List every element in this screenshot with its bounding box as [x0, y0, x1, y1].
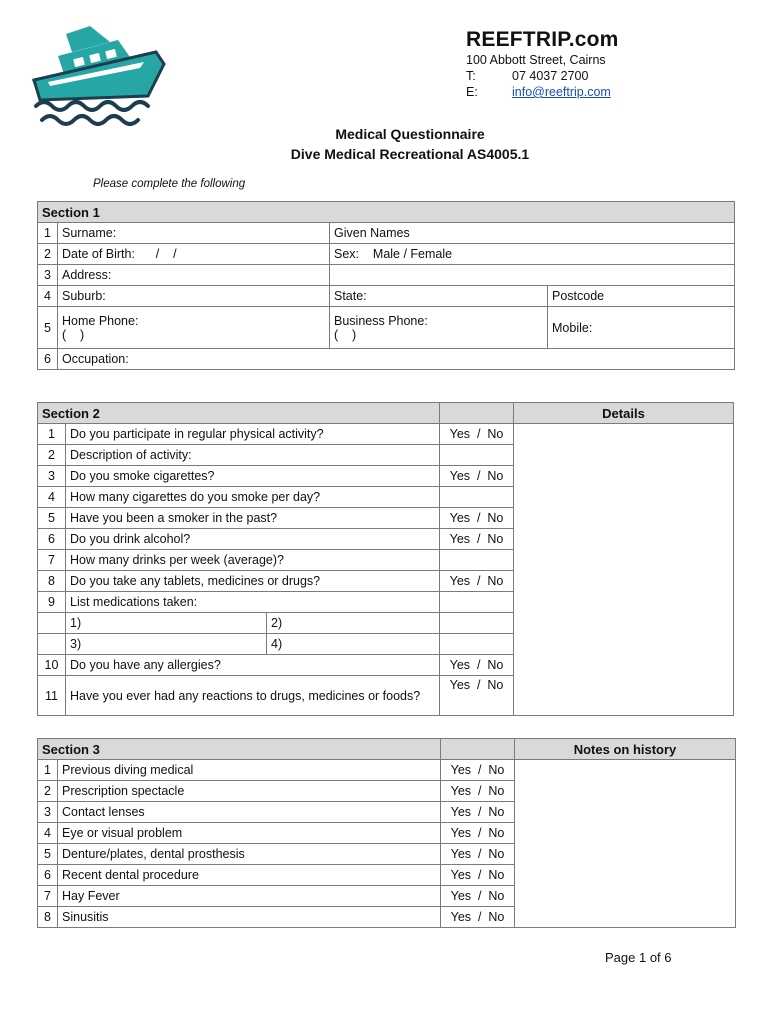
postcode-field[interactable]: Postcode — [548, 286, 735, 307]
company-info — [466, 28, 619, 100]
yes-no-choice[interactable]: Yes / No — [440, 655, 514, 676]
page-number: Page 1 of 6 — [605, 950, 672, 965]
notes-area[interactable] — [515, 760, 736, 928]
question: Have you been a smoker in the past? — [66, 508, 440, 529]
address-continued-field[interactable] — [330, 265, 735, 286]
question: Do you have any allergies? — [66, 655, 440, 676]
row-number: 1 — [38, 424, 66, 445]
yes-no-choice[interactable]: Yes / No — [441, 823, 515, 844]
row-number: 1 — [38, 223, 58, 244]
company-phone: 07 4037 2700 — [512, 69, 589, 83]
medication-field-3[interactable]: 3) — [66, 634, 267, 655]
business-phone-label: Business Phone: — [334, 313, 428, 328]
yes-no-choice[interactable]: Yes / No — [441, 781, 515, 802]
answer-field[interactable] — [440, 445, 514, 466]
surname-field[interactable]: Surname: — [58, 223, 330, 244]
section-1-table — [37, 201, 735, 370]
company-address: 100 Abbott Street, Cairns — [466, 53, 606, 67]
row-number: 7 — [38, 550, 66, 571]
row-number: 6 — [38, 349, 58, 370]
state-field[interactable]: State: — [330, 286, 548, 307]
answer-field[interactable] — [440, 487, 514, 508]
mobile-field[interactable]: Mobile: — [548, 307, 735, 349]
row-number: 9 — [38, 592, 66, 613]
boat-logo-icon — [28, 22, 170, 126]
details-area[interactable] — [514, 424, 734, 716]
dob-field[interactable]: Date of Birth: / / — [58, 244, 330, 265]
row-number: 5 — [38, 307, 58, 349]
question: Do you drink alcohol? — [66, 529, 440, 550]
yes-no-choice[interactable]: Yes / No — [440, 466, 514, 487]
suburb-field[interactable]: Suburb: — [58, 286, 330, 307]
row-number: 7 — [38, 886, 58, 907]
email-label: E: — [466, 85, 478, 99]
home-phone-field[interactable] — [58, 307, 330, 349]
row-number: 10 — [38, 655, 66, 676]
yes-no-choice[interactable]: Yes / No — [440, 676, 514, 716]
row-number — [38, 634, 66, 655]
row-number: 8 — [38, 907, 58, 928]
yes-no-choice[interactable]: Yes / No — [441, 886, 515, 907]
yes-no-choice[interactable]: Yes / No — [441, 760, 515, 781]
section-1-heading: Section 1 — [38, 202, 735, 223]
details-heading: Details — [514, 403, 734, 424]
row-number: 1 — [38, 760, 58, 781]
answer-field[interactable] — [440, 634, 514, 655]
yes-no-choice[interactable]: Yes / No — [441, 844, 515, 865]
notes-heading: Notes on history — [515, 739, 736, 760]
question: Do you smoke cigarettes? — [66, 466, 440, 487]
question: How many cigarettes do you smoke per day? — [66, 487, 440, 508]
question: Denture/plates, dental prosthesis — [58, 844, 441, 865]
yes-no-choice[interactable]: Yes / No — [440, 571, 514, 592]
page-title — [0, 124, 770, 164]
row-number: 3 — [38, 466, 66, 487]
row-number: 4 — [38, 823, 58, 844]
yes-no-choice[interactable]: Yes / No — [441, 907, 515, 928]
yes-no-choice[interactable]: Yes / No — [441, 865, 515, 886]
company-email-link[interactable]: info@reeftrip.com — [512, 85, 611, 99]
yes-no-choice[interactable]: Yes / No — [440, 529, 514, 550]
given-names-field[interactable]: Given Names — [330, 223, 735, 244]
section-2-answer-header — [440, 403, 514, 424]
yes-no-choice[interactable]: Yes / No — [440, 424, 514, 445]
phone-label: T: — [466, 69, 476, 83]
question: Description of activity: — [66, 445, 440, 466]
row-number: 6 — [38, 865, 58, 886]
question: Do you take any tablets, medicines or drugs? — [66, 571, 440, 592]
row-number: 5 — [38, 844, 58, 865]
company-name: REEFTRIP.com — [466, 28, 619, 51]
question: Sinusitis — [58, 907, 441, 928]
answer-field[interactable] — [440, 550, 514, 571]
row-number: 3 — [38, 802, 58, 823]
row-number: 5 — [38, 508, 66, 529]
home-phone-paren: ( ) — [62, 327, 85, 342]
row-number: 8 — [38, 571, 66, 592]
section-2-table — [37, 402, 734, 716]
row-number: 11 — [38, 676, 66, 716]
question: Recent dental procedure — [58, 865, 441, 886]
section-3-table — [37, 738, 736, 928]
question: Hay Fever — [58, 886, 441, 907]
question: Do you participate in regular physical activity? — [66, 424, 440, 445]
row-number: 6 — [38, 529, 66, 550]
medication-field-2[interactable]: 2) — [267, 613, 440, 634]
medication-field-1[interactable]: 1) — [66, 613, 267, 634]
row-number: 4 — [38, 286, 58, 307]
row-number: 2 — [38, 445, 66, 466]
address-field[interactable]: Address: — [58, 265, 330, 286]
intro-text: Please complete the following — [93, 178, 246, 190]
row-number: 3 — [38, 265, 58, 286]
section-3-heading: Section 3 — [38, 739, 441, 760]
yes-no-choice[interactable]: Yes / No — [441, 802, 515, 823]
answer-field[interactable] — [440, 613, 514, 634]
yes-no-choice[interactable]: Yes / No — [440, 508, 514, 529]
row-number: 2 — [38, 781, 58, 802]
question: List medications taken: — [66, 592, 440, 613]
business-phone-paren: ( ) — [334, 327, 357, 342]
section-2-heading: Section 2 — [38, 403, 440, 424]
question: Contact lenses — [58, 802, 441, 823]
sex-field[interactable]: Sex: Male / Female — [330, 244, 735, 265]
home-phone-label: Home Phone: — [62, 313, 139, 328]
row-number — [38, 613, 66, 634]
question: How many drinks per week (average)? — [66, 550, 440, 571]
question: Eye or visual problem — [58, 823, 441, 844]
row-number: 4 — [38, 487, 66, 508]
question: Prescription spectacle — [58, 781, 441, 802]
business-phone-field[interactable] — [330, 307, 548, 349]
occupation-field[interactable]: Occupation: — [58, 349, 735, 370]
medication-field-4[interactable]: 4) — [267, 634, 440, 655]
title-line-2: Dive Medical Recreational AS4005.1 — [290, 146, 530, 162]
question: Previous diving medical — [58, 760, 441, 781]
question: Have you ever had any reactions to drugs, medicines or foods? — [66, 676, 440, 716]
title-line-1: Medical Questionnaire — [335, 126, 485, 142]
row-number: 2 — [38, 244, 58, 265]
answer-field[interactable] — [440, 592, 514, 613]
section-3-answer-header — [441, 739, 515, 760]
